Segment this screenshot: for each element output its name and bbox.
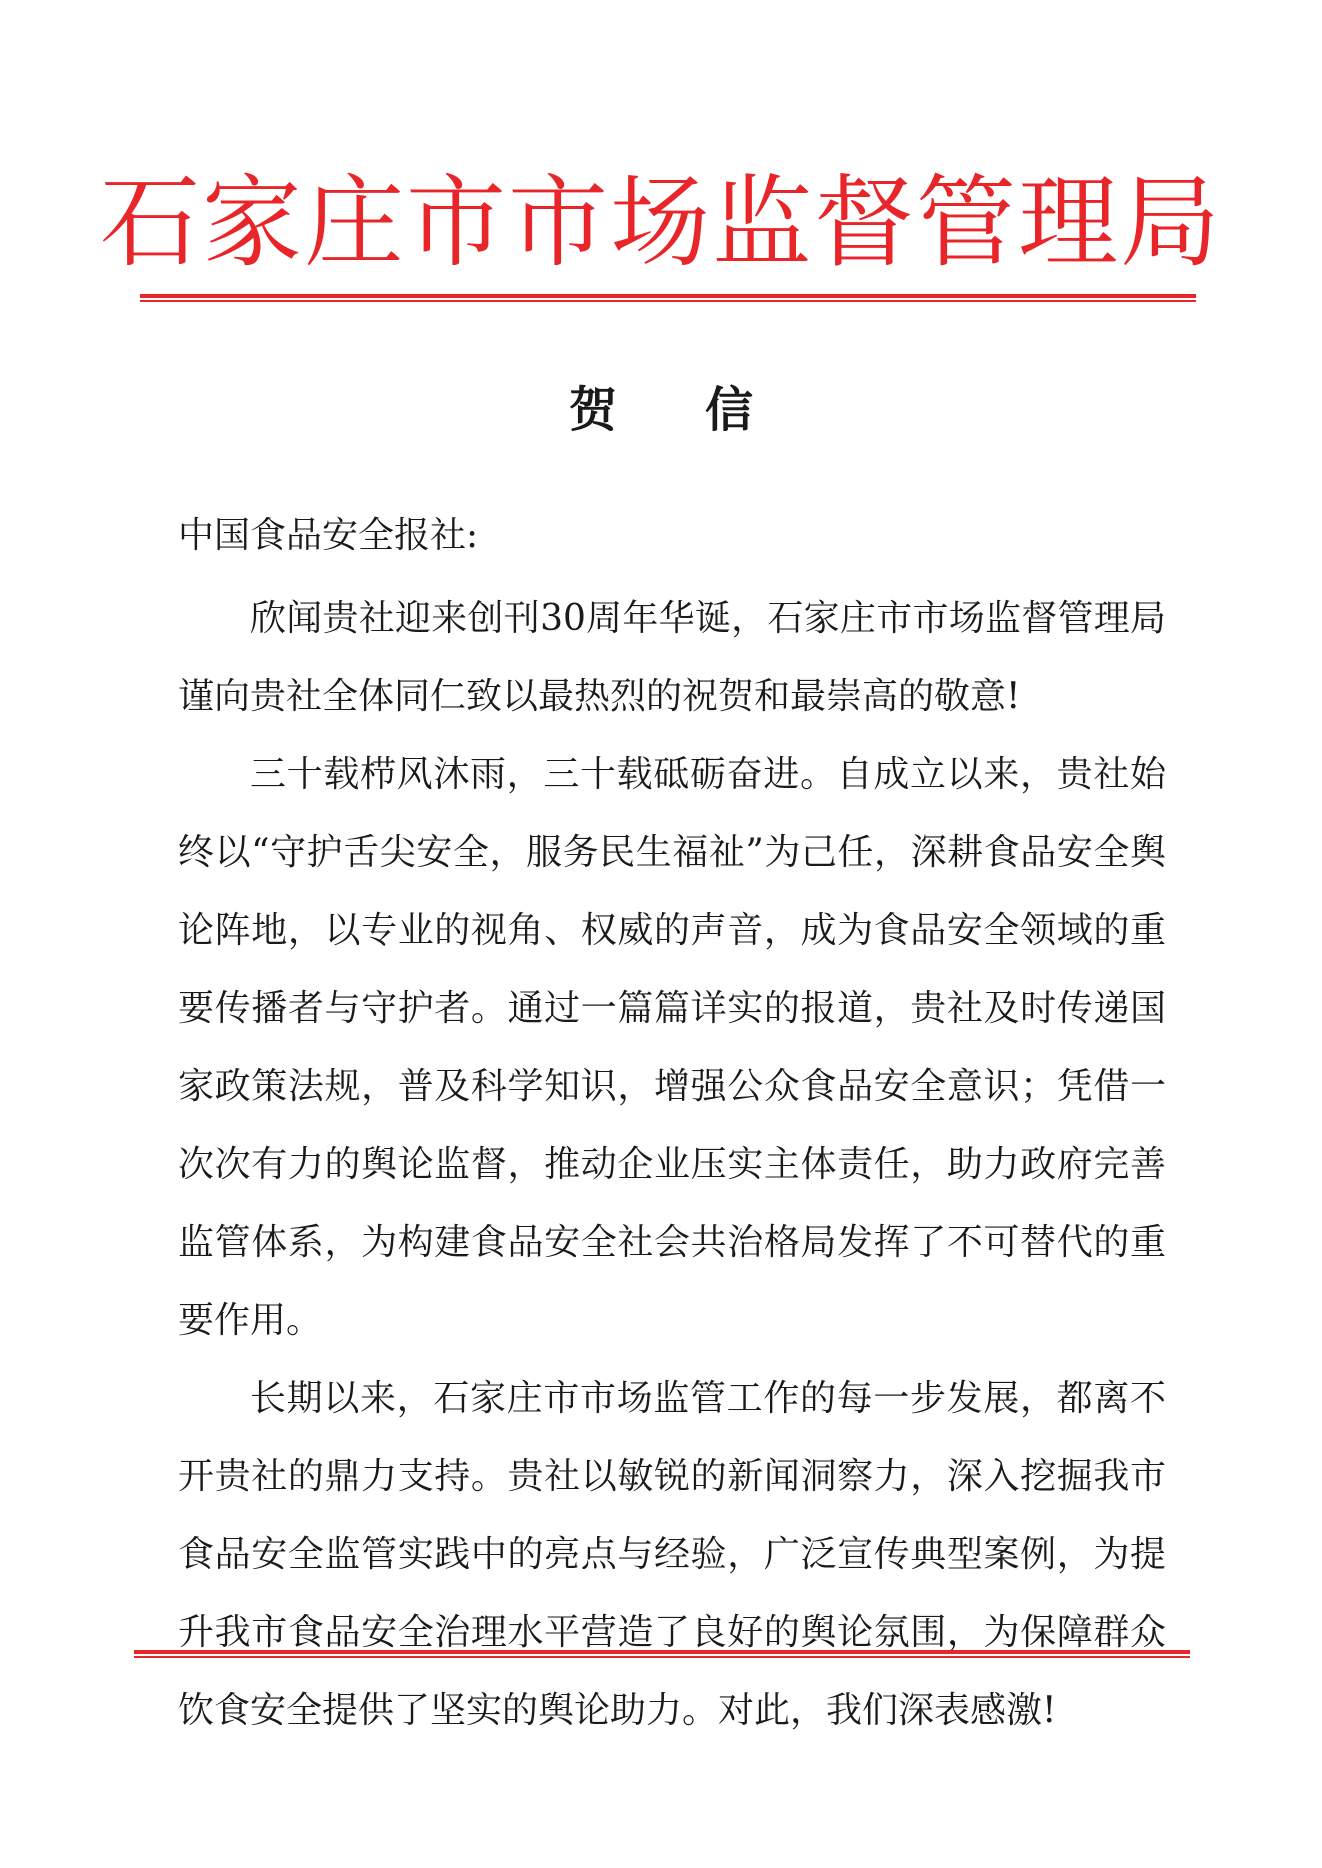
body-paragraph-2: 三十载栉风沐雨，三十载砥砺奋进。自成立以来，贵社始终以“守护舌尖安全，服务民生福祉”为己任，深耕食品安全舆论阵地，以专业的视角、权威的声音，成为食品安全领域的重要传播者与守护者。通过一篇篇详实的报道，贵社及时传递国家政策法规，普及科学知识，增强公众食品安全意识；凭借一次次有力的舆论监督，推动企业压实主体责任，助力政府完善监管体系，为构建食品安全社会共治格局发挥了不可替代的重要作用。 (178, 754, 1166, 1341)
footer-red-rule (134, 1650, 1190, 1658)
letterhead-red-rule (140, 294, 1196, 302)
salutation: 中国食品安全报社: (178, 515, 479, 556)
letterhead-organization-name: 石家庄市市场监督管理局 (100, 164, 1222, 281)
letter-body (178, 580, 1166, 1750)
document-title: 贺信 (568, 382, 841, 438)
body-paragraph-1: 欣闻贵社迎来创刊30周年华诞，石家庄市市场监督管理局谨向贵社全体同仁致以最热烈的祝贺和最崇高的敬意! (178, 598, 1166, 717)
body-paragraph-3: 长期以来，石家庄市市场监管工作的每一步发展，都离不开贵社的鼎力支持。贵社以敏锐的新闻洞察力，深入挖掘我市食品安全监管实践中的亮点与经验，广泛宣传典型案例，为提升我市食品安全治理水平营造了良好的舆论氛围，为保障群众饮食安全提供了坚实的舆论助力。对此，我们深表感激! (178, 1378, 1166, 1731)
